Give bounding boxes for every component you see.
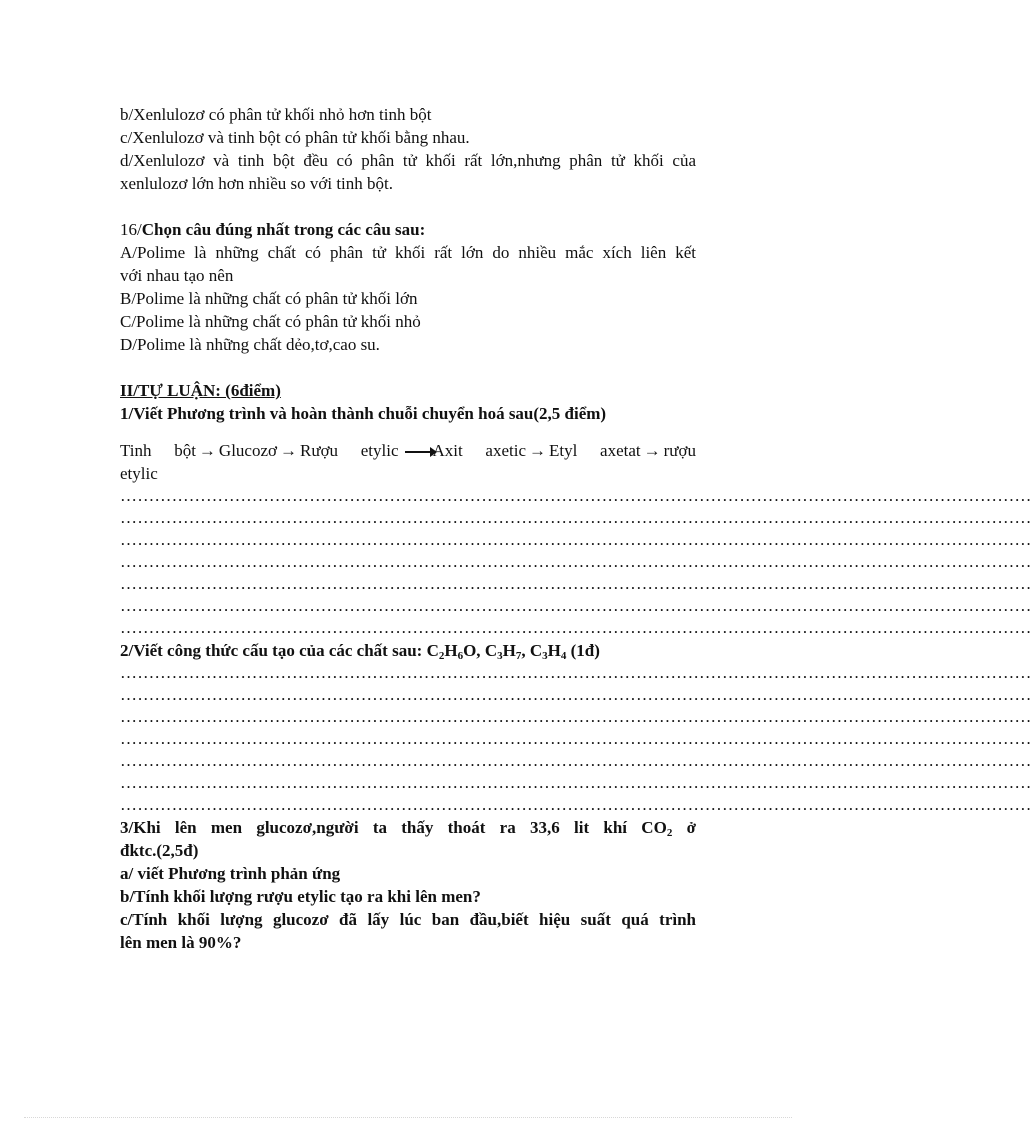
q2-title-text: 2/Viết công thức cấu tạo của các chất sau: (120, 641, 427, 660)
q1-chain (120, 439, 696, 462)
long-arrow-icon (405, 451, 431, 453)
answer-line: …………………………………………………………………………………………………………………………………………… (120, 574, 1032, 593)
right-arrow-icon: → (643, 441, 661, 460)
chain-item: Glucozơ (218, 441, 278, 460)
chain-item: Tinh bột (120, 441, 196, 460)
q16-number: 16/ (120, 220, 142, 239)
q15-option-d-line2: xenlulozơ lớn hơn nhiều so với tinh bột. (120, 174, 393, 193)
q2-score: (1đ) (566, 641, 600, 660)
q15-option-d-line1: d/Xenlulozơ và tinh bột đều có phân tử khối rất lớn,nhưng phân tử khối của (120, 151, 696, 170)
answer-line: …………………………………………………………………………………………………………………………………………… (120, 486, 1032, 505)
right-arrow-icon: → (198, 441, 216, 460)
right-arrow-icon: → (529, 441, 547, 460)
q1-chain-tail: etylic (120, 464, 158, 483)
chain-item: Axit axetic (432, 441, 527, 460)
q16-option-d: D/Polime là những chất dẻo,tơ,cao su. (120, 335, 380, 354)
page-bottom-border (24, 1117, 792, 1118)
document-page (120, 103, 1032, 954)
q16-option-a-line2: với nhau tạo nên (120, 266, 234, 285)
answer-line: …………………………………………………………………………………………………………………………………………… (120, 795, 1032, 814)
q3-part-c-line2: lên men là 90%? (120, 933, 242, 952)
q3-line1: 3/Khi lên men glucozơ,người ta thấy thoát ra 33,6 lit khí $CO_2$ ở (120, 818, 696, 839)
answer-line: …………………………………………………………………………………………………………………………………………… (120, 751, 1032, 770)
answer-line: …………………………………………………………………………………………………………………………………………… (120, 618, 1032, 637)
chain-item: Etyl axetat (549, 441, 641, 460)
q16-option-b: B/Polime là những chất có phân tử khối lớn (120, 289, 418, 308)
formula-c3h7: $C_3H_7$, (484, 641, 530, 662)
q2-title (120, 639, 696, 662)
q15-option-c: c/Xenlulozơ và tinh bột có phân tử khối bằng nhau. (120, 128, 470, 147)
q16-option-c: C/Polime là những chất có phân tử khối nhỏ (120, 312, 421, 331)
answer-line: …………………………………………………………………………………………………………………………………………… (120, 707, 1032, 726)
answer-line: …………………………………………………………………………………………………………………………………………… (120, 508, 1032, 527)
q1-title: 1/Viết Phương trình và hoàn thành chuỗi chuyển hoá sau(2,5 điểm) (120, 404, 607, 423)
chain-item: Rượu etylic (300, 441, 399, 460)
answer-line: …………………………………………………………………………………………………………………………………………… (120, 530, 1032, 549)
q16-prompt-text: Chọn câu đúng nhất trong các câu sau: (141, 220, 426, 239)
answer-line: …………………………………………………………………………………………………………………………………………… (120, 663, 1032, 682)
answer-line: …………………………………………………………………………………………………………………………………………… (120, 685, 1032, 704)
q3-part-a: a/ viết Phương trình phản ứng (120, 864, 341, 883)
q3-part-b: b/Tính khối lượng rượu etylic tạo ra khi lên men? (120, 887, 481, 906)
right-arrow-icon: → (280, 441, 298, 460)
chain-item: rượu (663, 441, 696, 460)
q15-option-b: b/Xenlulozơ có phân tử khối nhỏ hơn tinh bột (120, 105, 432, 124)
answer-line: …………………………………………………………………………………………………………………………………………… (120, 773, 1032, 792)
formula-c3h4: $C_3H_4$ (529, 641, 567, 662)
answer-line: …………………………………………………………………………………………………………………………………………… (120, 596, 1032, 615)
q16-prompt (120, 218, 696, 241)
q3-line2: đktc.(2,5đ) (120, 841, 199, 860)
q3-part-c-line1: c/Tính khối lượng glucozơ đã lấy lúc ban đầu,biết hiệu suất quá trình (120, 910, 696, 929)
section-heading: II/TỰ LUẬN: (6điểm) (120, 381, 281, 400)
formula-c2h6o: $C_2H_6O$, (426, 641, 485, 662)
q16-option-a-line1: A/Polime là những chất có phân tử khối rất lớn do nhiều mắc xích liên kết (120, 243, 696, 262)
answer-line: …………………………………………………………………………………………………………………………………………… (120, 552, 1032, 571)
answer-line: …………………………………………………………………………………………………………………………………………… (120, 729, 1032, 748)
